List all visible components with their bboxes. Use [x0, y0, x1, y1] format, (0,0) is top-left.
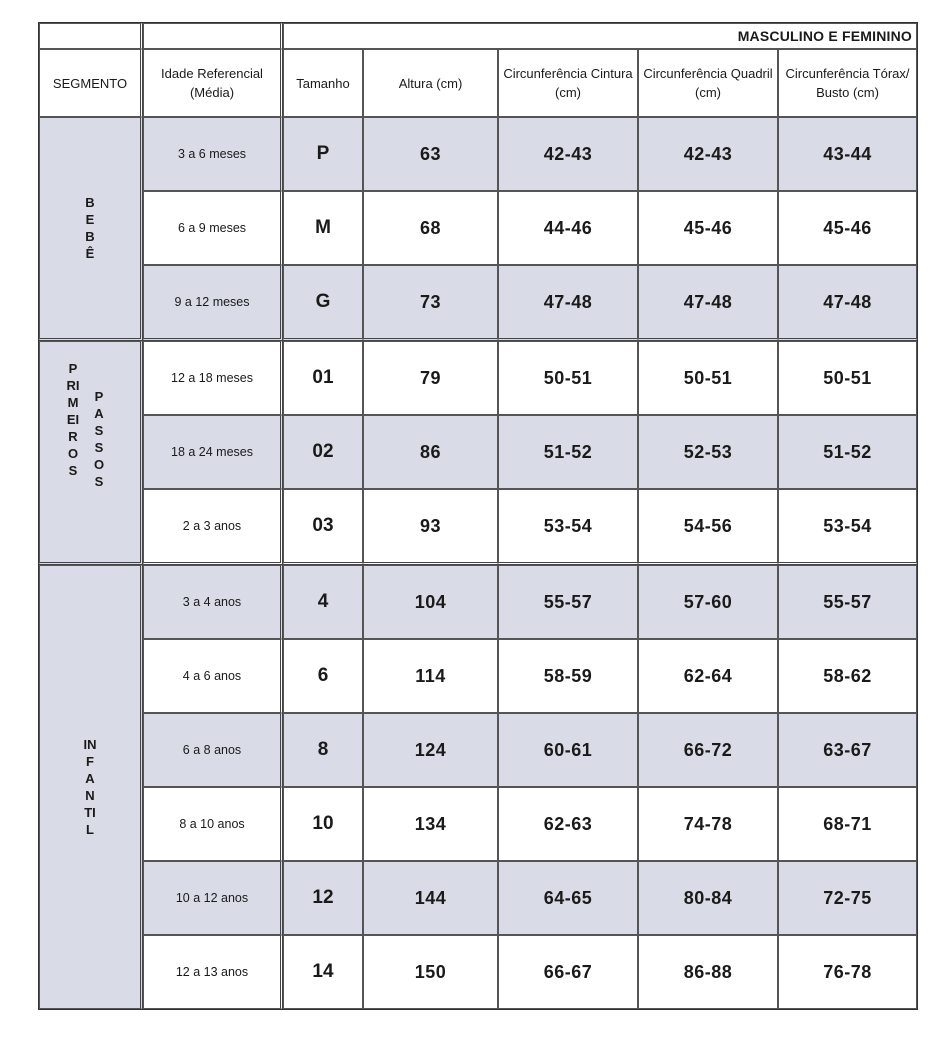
age-cell: 2 a 3 anos [143, 489, 283, 565]
age-cell: 8 a 10 anos [143, 787, 283, 861]
hip-cell: 47-48 [638, 265, 778, 341]
height-cell: 134 [363, 787, 498, 861]
table-title: MASCULINO E FEMININO [283, 23, 917, 49]
age-cell: 6 a 9 meses [143, 191, 283, 265]
table-row [39, 639, 917, 713]
size-cell: P [283, 117, 363, 191]
hip-cell: 80-84 [638, 861, 778, 935]
hip-cell: 86-88 [638, 935, 778, 1009]
waist-cell: 50-51 [498, 341, 638, 415]
age-cell: 3 a 6 meses [143, 117, 283, 191]
hip-cell: 57-60 [638, 565, 778, 639]
height-cell: 73 [363, 265, 498, 341]
column-header-tamanho: Tamanho [283, 49, 363, 117]
table-row [39, 117, 917, 191]
age-cell: 18 a 24 meses [143, 415, 283, 489]
segment-label-primeiros [39, 341, 143, 565]
height-cell: 63 [363, 117, 498, 191]
size-cell: 02 [283, 415, 363, 489]
size-cell: 8 [283, 713, 363, 787]
waist-cell: 58-59 [498, 639, 638, 713]
hip-cell: 50-51 [638, 341, 778, 415]
column-header-segmento: SEGMENTO [39, 49, 143, 117]
age-cell: 9 a 12 meses [143, 265, 283, 341]
age-cell: 6 a 8 anos [143, 713, 283, 787]
column-header-torax: Circunferência Tórax/ Busto (cm) [778, 49, 917, 117]
age-cell: 12 a 18 meses [143, 341, 283, 415]
waist-cell: 42-43 [498, 117, 638, 191]
chest-cell: 45-46 [778, 191, 917, 265]
column-header-idade: Idade Referencial (Média) [143, 49, 283, 117]
height-cell: 144 [363, 861, 498, 935]
table-row [39, 489, 917, 565]
title-row [39, 23, 917, 49]
chest-cell: 53-54 [778, 489, 917, 565]
waist-cell: 62-63 [498, 787, 638, 861]
size-cell: 01 [283, 341, 363, 415]
column-header-cintura: Circunferência Cintura (cm) [498, 49, 638, 117]
table-row [39, 935, 917, 1009]
age-cell: 10 a 12 anos [143, 861, 283, 935]
hip-cell: 54-56 [638, 489, 778, 565]
table-row [39, 415, 917, 489]
header-row [39, 49, 917, 117]
height-cell: 104 [363, 565, 498, 639]
chest-cell: 72-75 [778, 861, 917, 935]
waist-cell: 60-61 [498, 713, 638, 787]
table-row [39, 341, 917, 415]
size-chart-table [38, 22, 918, 1010]
age-cell: 3 a 4 anos [143, 565, 283, 639]
hip-cell: 74-78 [638, 787, 778, 861]
size-cell: 12 [283, 861, 363, 935]
table-row [39, 191, 917, 265]
size-cell: 03 [283, 489, 363, 565]
hip-cell: 45-46 [638, 191, 778, 265]
table-row [39, 265, 917, 341]
chest-cell: 63-67 [778, 713, 917, 787]
size-cell: 4 [283, 565, 363, 639]
waist-cell: 55-57 [498, 565, 638, 639]
waist-cell: 64-65 [498, 861, 638, 935]
waist-cell: 51-52 [498, 415, 638, 489]
height-cell: 79 [363, 341, 498, 415]
waist-cell: 53-54 [498, 489, 638, 565]
blank-cell [39, 23, 143, 49]
chest-cell: 76-78 [778, 935, 917, 1009]
hip-cell: 66-72 [638, 713, 778, 787]
hip-cell: 62-64 [638, 639, 778, 713]
segment-label-bebe-text: BEBÊ [85, 195, 95, 261]
chest-cell: 68-71 [778, 787, 917, 861]
segment-label-infantil-text: INFANTIL [83, 737, 97, 837]
waist-cell: 47-48 [498, 265, 638, 341]
chest-cell: 58-62 [778, 639, 917, 713]
segment-label-primeiros-text: PRIMEIROS [66, 361, 80, 478]
size-cell: G [283, 265, 363, 341]
size-cell: 10 [283, 787, 363, 861]
height-cell: 68 [363, 191, 498, 265]
table-row [39, 713, 917, 787]
age-cell: 4 a 6 anos [143, 639, 283, 713]
size-cell: M [283, 191, 363, 265]
height-cell: 86 [363, 415, 498, 489]
age-cell: 12 a 13 anos [143, 935, 283, 1009]
chest-cell: 50-51 [778, 341, 917, 415]
blank-cell [143, 23, 283, 49]
height-cell: 150 [363, 935, 498, 1009]
hip-cell: 52-53 [638, 415, 778, 489]
table-row [39, 565, 917, 639]
hip-cell: 42-43 [638, 117, 778, 191]
size-cell: 6 [283, 639, 363, 713]
chest-cell: 51-52 [778, 415, 917, 489]
segment-label-infantil [39, 565, 143, 1009]
height-cell: 93 [363, 489, 498, 565]
size-cell: 14 [283, 935, 363, 1009]
segment-label-bebe [39, 117, 143, 341]
chest-cell: 47-48 [778, 265, 917, 341]
waist-cell: 44-46 [498, 191, 638, 265]
chest-cell: 43-44 [778, 117, 917, 191]
waist-cell: 66-67 [498, 935, 638, 1009]
segment-label-passos-text: PASSOS [93, 389, 105, 489]
column-header-altura: Altura (cm) [363, 49, 498, 117]
column-header-quadril: Circunferência Quadril (cm) [638, 49, 778, 117]
table-row [39, 787, 917, 861]
chest-cell: 55-57 [778, 565, 917, 639]
table-row [39, 861, 917, 935]
height-cell: 114 [363, 639, 498, 713]
height-cell: 124 [363, 713, 498, 787]
